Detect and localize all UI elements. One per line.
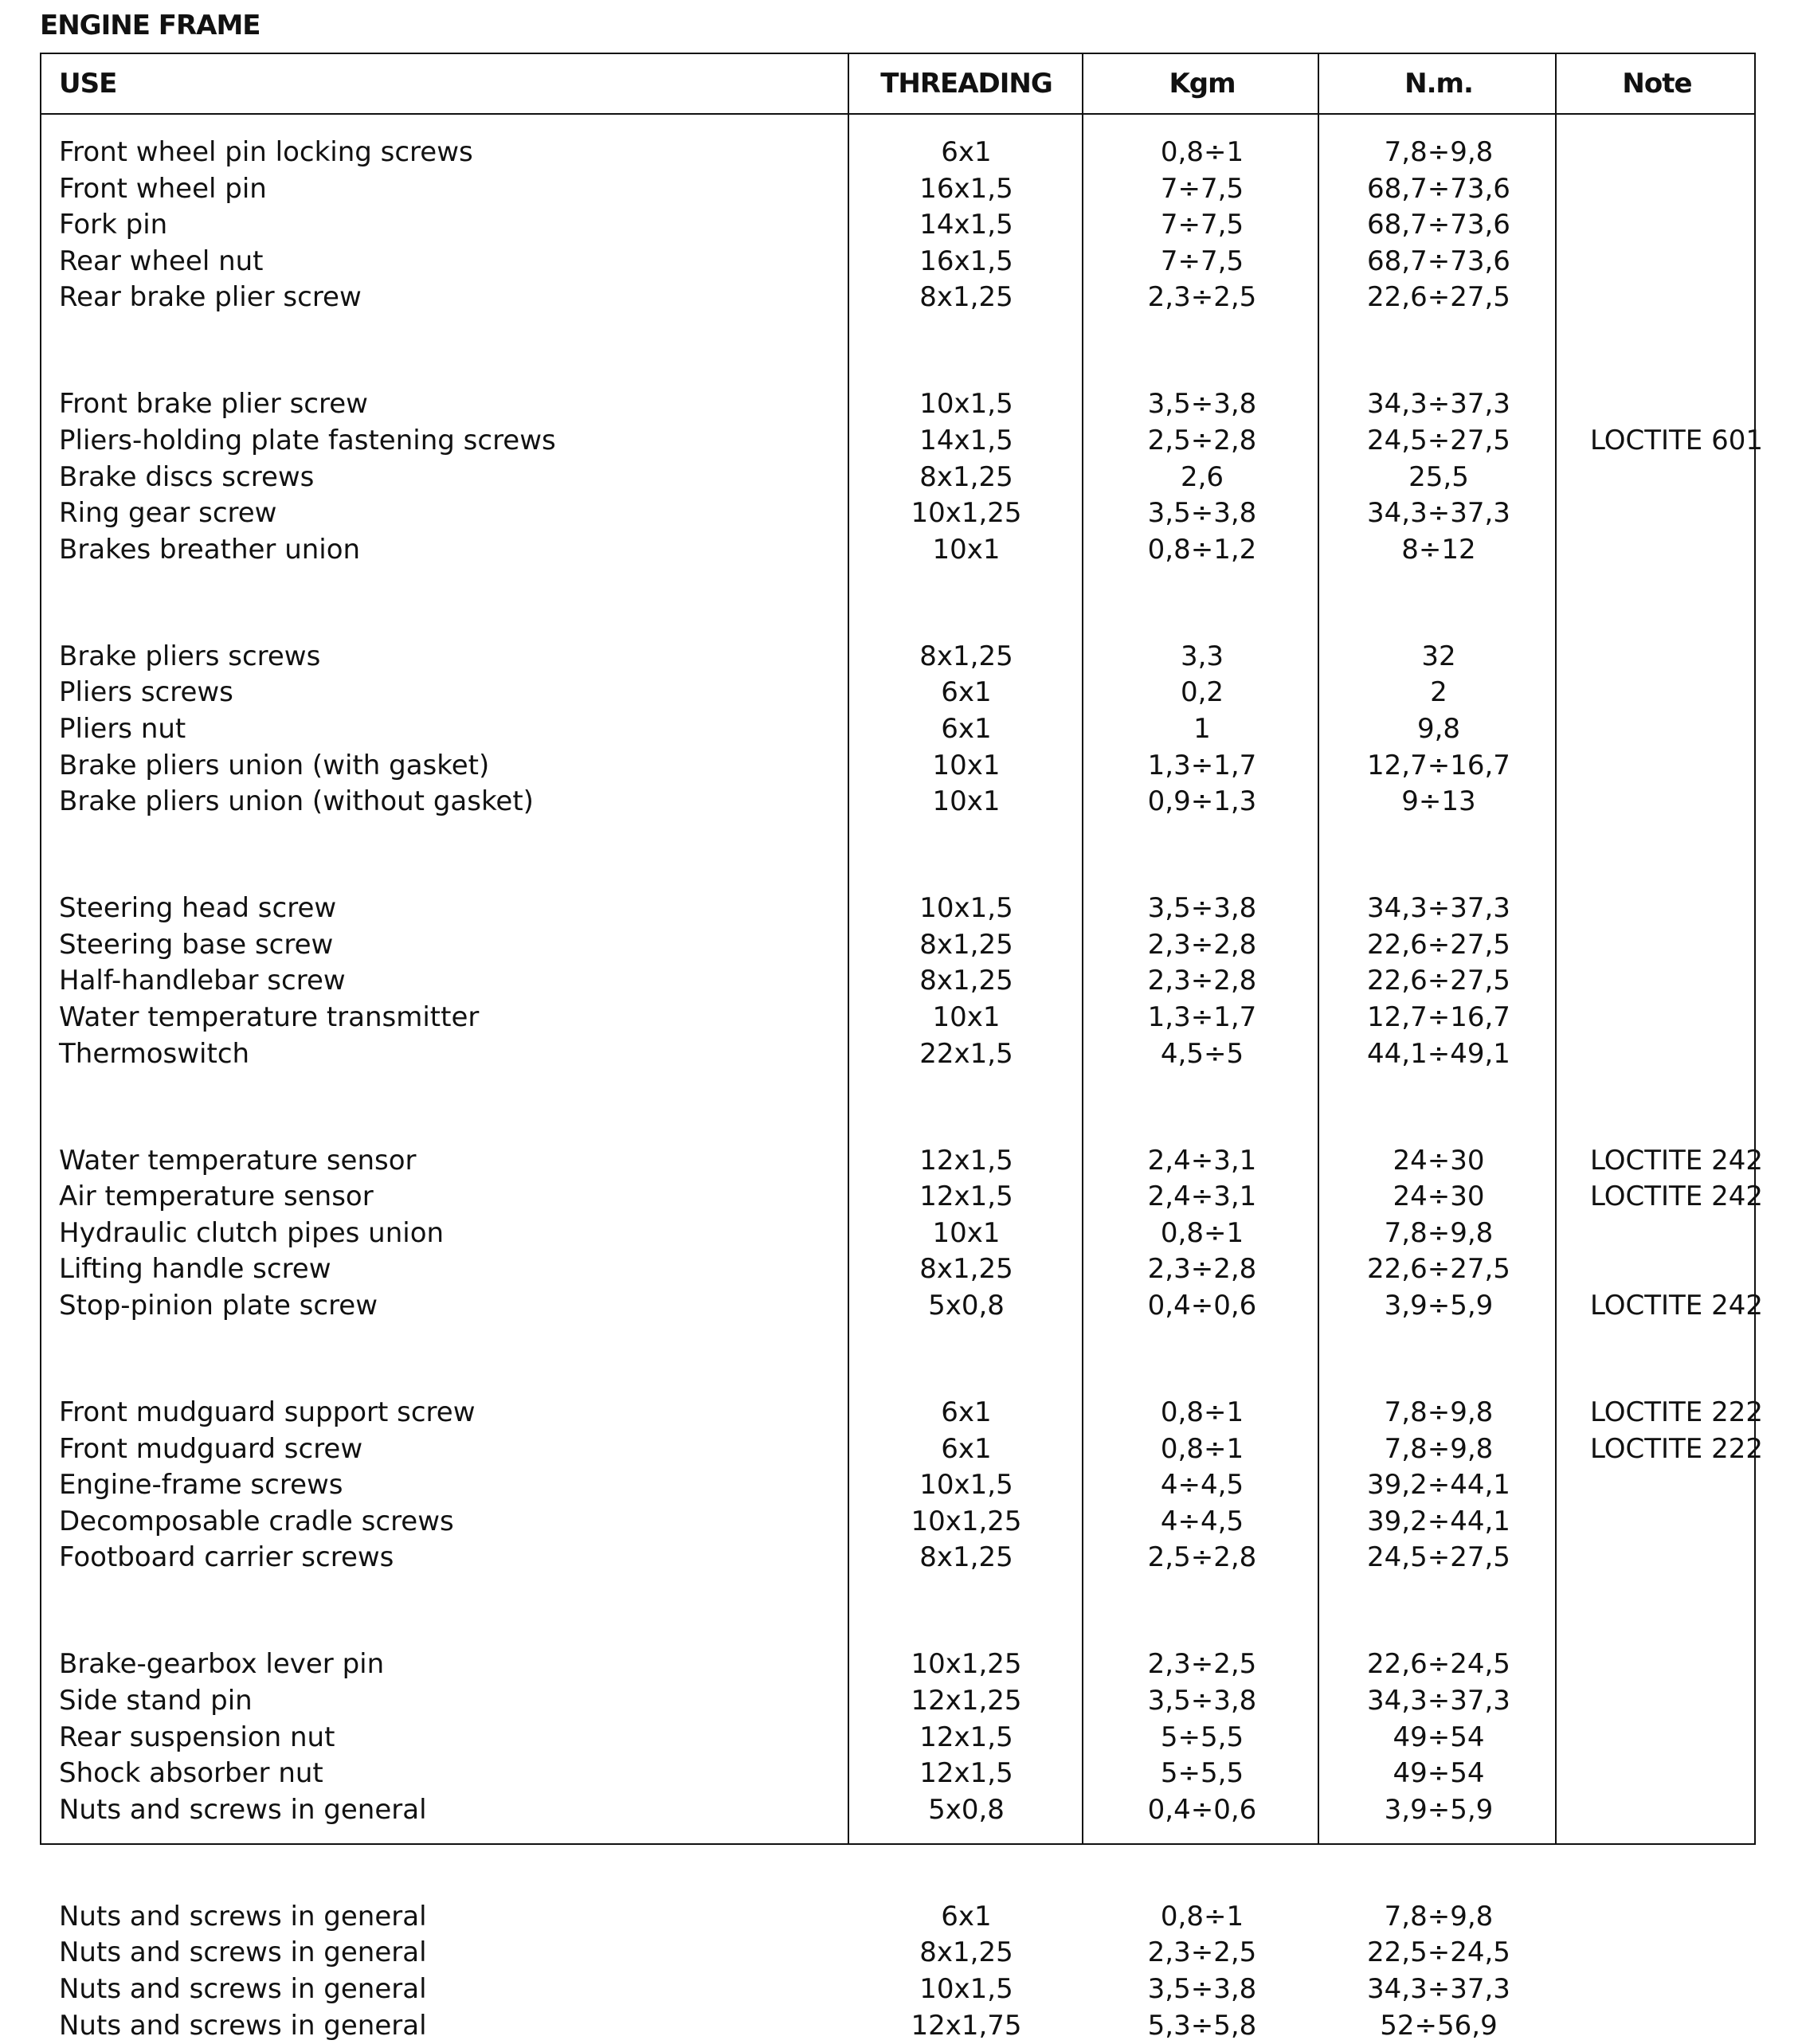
cell-nm: 22,6÷24,5 — [1367, 1648, 1510, 1680]
cell-use: Brakes breather union — [59, 534, 361, 566]
cell-nm: 22,5÷24,5 — [1367, 1936, 1510, 1968]
cell-threading: 12x1,5 — [919, 1757, 1013, 1789]
cell-kgm: 1,3÷1,7 — [1147, 750, 1257, 781]
cell-use: Steering base screw — [59, 929, 334, 961]
cell-kgm: 0,4÷0,6 — [1147, 1794, 1257, 1826]
cell-nm: 44,1÷49,1 — [1367, 1038, 1510, 1070]
table-header — [41, 54, 1754, 115]
table-body — [41, 115, 1763, 2042]
cell-threading: 10x1 — [932, 1001, 1001, 1033]
cell-kgm: 2,4÷3,1 — [1147, 1181, 1257, 1212]
cell-kgm: 0,8÷1 — [1160, 1433, 1244, 1465]
cell-nm: 49÷54 — [1393, 1757, 1485, 1789]
cell-nm: 39,2÷44,1 — [1367, 1506, 1510, 1537]
table-row — [41, 2007, 1754, 2044]
cell-use: Pliers nut — [59, 713, 186, 745]
cell-kgm: 4÷4,5 — [1160, 1506, 1244, 1537]
table-row — [41, 1539, 1754, 1576]
table-row — [41, 495, 1754, 531]
cell-nm: 68,7÷73,6 — [1367, 173, 1510, 205]
cell-kgm: 5÷5,5 — [1160, 1757, 1244, 1789]
cell-kgm: 7÷7,5 — [1160, 173, 1244, 205]
cell-threading: 5x0,8 — [928, 1290, 1005, 1322]
cell-use: Brake-gearbox lever pin — [59, 1648, 385, 1680]
cell-nm: 7,8÷9,8 — [1384, 136, 1494, 168]
table-row — [41, 1142, 1763, 1179]
cell-use: Half-handlebar screw — [59, 965, 346, 997]
cell-use: Rear brake plier screw — [59, 281, 362, 313]
cell-threading: 10x1 — [932, 785, 1001, 817]
cell-nm: 9,8 — [1416, 713, 1461, 745]
cell-threading: 12x1,5 — [919, 1181, 1013, 1212]
cell-kgm: 3,5÷3,8 — [1147, 1685, 1257, 1717]
section-title: ENGINE FRAME — [40, 10, 260, 41]
cell-nm: 52÷56,9 — [1380, 2010, 1498, 2042]
cell-use: Brake discs screws — [59, 461, 315, 493]
cell-kgm: 7÷7,5 — [1160, 209, 1244, 241]
cell-use: Front wheel pin — [59, 173, 267, 205]
cell-use: Thermoswitch — [59, 1038, 250, 1070]
cell-nm: 24÷30 — [1393, 1181, 1485, 1212]
table-row — [41, 243, 1754, 280]
cell-note: LOCTITE 601 — [1590, 425, 1763, 456]
table-row — [41, 1934, 1754, 1971]
cell-nm: 22,6÷27,5 — [1367, 1253, 1510, 1285]
column-header-threading: THREADING — [880, 68, 1052, 100]
cell-threading: 14x1,5 — [919, 425, 1013, 456]
cell-threading: 6x1 — [941, 676, 992, 708]
cell-kgm: 2,5÷2,8 — [1147, 425, 1257, 456]
table-row — [41, 206, 1754, 243]
table-row — [41, 711, 1754, 747]
cell-kgm: 7÷7,5 — [1160, 245, 1244, 277]
cell-threading: 16x1,5 — [919, 245, 1013, 277]
cell-nm: 12,7÷16,7 — [1367, 1001, 1510, 1033]
cell-kgm: 5÷5,5 — [1160, 1721, 1244, 1753]
cell-nm: 24,5÷27,5 — [1367, 425, 1510, 456]
cell-threading: 16x1,5 — [919, 173, 1013, 205]
cell-threading: 10x1 — [932, 534, 1001, 566]
cell-nm: 22,6÷27,5 — [1367, 965, 1510, 997]
table-row — [41, 1503, 1754, 1540]
cell-kgm: 2,3÷2,8 — [1147, 1253, 1257, 1285]
torque-table — [40, 53, 1763, 2042]
cell-use: Water temperature sensor — [59, 1145, 417, 1177]
cell-nm: 22,6÷27,5 — [1367, 929, 1510, 961]
cell-nm: 68,7÷73,6 — [1367, 245, 1510, 277]
cell-threading: 8x1,25 — [919, 1541, 1013, 1573]
cell-nm: 7,8÷9,8 — [1384, 1901, 1494, 1932]
cell-kgm: 3,5÷3,8 — [1147, 497, 1257, 529]
cell-threading: 8x1,25 — [919, 1253, 1013, 1285]
cell-kgm: 2,4÷3,1 — [1147, 1145, 1257, 1177]
table-row — [41, 1791, 1754, 1828]
cell-threading: 12x1,25 — [911, 1685, 1022, 1717]
cell-nm: 7,8÷9,8 — [1384, 1396, 1494, 1428]
cell-use: Air temperature sensor — [59, 1181, 374, 1212]
cell-threading: 6x1 — [941, 1901, 992, 1932]
cell-threading: 10x1,5 — [919, 388, 1013, 420]
cell-use: Pliers-holding plate fastening screws — [59, 425, 556, 456]
cell-nm: 24,5÷27,5 — [1367, 1541, 1510, 1573]
table-row — [41, 783, 1754, 820]
cell-threading: 10x1,25 — [911, 1648, 1022, 1680]
table-row — [41, 1971, 1754, 2007]
column-header-kgm: Kgm — [1169, 68, 1236, 100]
table-row — [41, 638, 1754, 675]
cell-use: Ring gear screw — [59, 497, 277, 529]
table-row — [41, 134, 1754, 170]
cell-kgm: 3,5÷3,8 — [1147, 1973, 1257, 2005]
cell-kgm: 0,8÷1 — [1160, 1901, 1244, 1932]
cell-nm: 8÷12 — [1401, 534, 1476, 566]
cell-use: Nuts and screws in general — [59, 1973, 427, 2005]
cell-kgm: 5,3÷5,8 — [1147, 2010, 1257, 2042]
cell-threading: 6x1 — [941, 1396, 992, 1428]
cell-threading: 10x1,5 — [919, 892, 1013, 924]
cell-nm: 2 — [1430, 676, 1447, 708]
cell-nm: 34,3÷37,3 — [1367, 892, 1510, 924]
cell-use: Shock absorber nut — [59, 1757, 323, 1789]
cell-note: LOCTITE 242 — [1590, 1181, 1763, 1212]
cell-nm: 24÷30 — [1393, 1145, 1485, 1177]
table-row — [41, 1431, 1763, 1467]
table-row — [41, 1755, 1754, 1791]
cell-threading: 8x1,25 — [919, 640, 1013, 672]
cell-use: Brake pliers union (with gasket) — [59, 750, 490, 781]
table-row — [41, 926, 1754, 963]
cell-note: LOCTITE 222 — [1590, 1396, 1763, 1428]
cell-nm: 7,8÷9,8 — [1384, 1217, 1494, 1249]
cell-note: LOCTITE 242 — [1590, 1145, 1763, 1177]
table-row — [41, 962, 1754, 999]
cell-threading: 10x1,25 — [911, 1506, 1022, 1537]
cell-threading: 10x1,25 — [911, 497, 1022, 529]
cell-kgm: 3,5÷3,8 — [1147, 892, 1257, 924]
cell-use: Footboard carrier screws — [59, 1541, 394, 1573]
cell-use: Front wheel pin locking screws — [59, 136, 473, 168]
cell-threading: 8x1,25 — [919, 965, 1013, 997]
cell-threading: 6x1 — [941, 1433, 992, 1465]
cell-kgm: 2,3÷2,5 — [1147, 281, 1257, 313]
table-row — [41, 1178, 1763, 1215]
cell-use: Brake pliers screws — [59, 640, 321, 672]
cell-kgm: 3,5÷3,8 — [1147, 388, 1257, 420]
cell-threading: 8x1,25 — [919, 929, 1013, 961]
cell-use: Engine-frame screws — [59, 1469, 343, 1501]
cell-nm: 7,8÷9,8 — [1384, 1433, 1494, 1465]
cell-use: Pliers screws — [59, 676, 233, 708]
table-row — [41, 1251, 1754, 1287]
cell-kgm: 4÷4,5 — [1160, 1469, 1244, 1501]
cell-kgm: 1 — [1193, 713, 1211, 745]
table-row — [41, 1287, 1763, 1324]
cell-kgm: 0,2 — [1180, 676, 1224, 708]
cell-use: Steering head screw — [59, 892, 337, 924]
cell-use: Rear wheel nut — [59, 245, 264, 277]
table-row — [41, 1215, 1754, 1251]
cell-threading: 8x1,25 — [919, 1936, 1013, 1968]
cell-nm: 22,6÷27,5 — [1367, 281, 1510, 313]
cell-threading: 10x1,5 — [919, 1469, 1013, 1501]
cell-use: Decomposable cradle screws — [59, 1506, 454, 1537]
cell-nm: 34,3÷37,3 — [1367, 1685, 1510, 1717]
cell-nm: 34,3÷37,3 — [1367, 497, 1510, 529]
cell-threading: 12x1,5 — [919, 1721, 1013, 1753]
cell-kgm: 0,9÷1,3 — [1147, 785, 1257, 817]
cell-use: Nuts and screws in general — [59, 1936, 427, 1968]
cell-note: LOCTITE 222 — [1590, 1433, 1763, 1465]
cell-use: Stop-pinion plate screw — [59, 1290, 378, 1322]
cell-note: LOCTITE 242 — [1590, 1290, 1763, 1322]
table-row — [41, 1394, 1763, 1431]
cell-kgm: 2,3÷2,5 — [1147, 1936, 1257, 1968]
table-row — [41, 1719, 1754, 1756]
column-header-note: Note — [1622, 68, 1692, 100]
cell-use: Rear suspension nut — [59, 1721, 335, 1753]
cell-use: Nuts and screws in general — [59, 1794, 427, 1826]
cell-use: Brake pliers union (without gasket) — [59, 785, 534, 817]
cell-nm: 34,3÷37,3 — [1367, 388, 1510, 420]
cell-threading: 5x0,8 — [928, 1794, 1005, 1826]
cell-use: Front mudguard screw — [59, 1433, 363, 1465]
cell-threading: 10x1,5 — [919, 1973, 1013, 2005]
cell-use: Front brake plier screw — [59, 388, 368, 420]
table-row — [41, 674, 1754, 711]
column-header-nm: N.m. — [1404, 68, 1473, 100]
table-row — [41, 1682, 1754, 1719]
cell-kgm: 2,3÷2,5 — [1147, 1648, 1257, 1680]
cell-nm: 12,7÷16,7 — [1367, 750, 1510, 781]
cell-threading: 8x1,25 — [919, 281, 1013, 313]
cell-threading: 10x1 — [932, 1217, 1001, 1249]
cell-kgm: 0,8÷1 — [1160, 1396, 1244, 1428]
cell-kgm: 2,3÷2,8 — [1147, 965, 1257, 997]
cell-use: Side stand pin — [59, 1685, 253, 1717]
cell-kgm: 2,6 — [1180, 461, 1224, 493]
cell-threading: 12x1,75 — [911, 2010, 1022, 2042]
table-row — [41, 1036, 1754, 1072]
cell-threading: 10x1 — [932, 750, 1001, 781]
cell-threading: 6x1 — [941, 136, 992, 168]
column-header-use: USE — [59, 68, 117, 100]
table-row — [41, 386, 1754, 422]
table-row — [41, 890, 1754, 926]
cell-kgm: 3,3 — [1180, 640, 1224, 672]
cell-nm: 32 — [1421, 640, 1456, 672]
table-row — [41, 279, 1754, 315]
cell-nm: 49÷54 — [1393, 1721, 1485, 1753]
cell-nm: 3,9÷5,9 — [1384, 1794, 1494, 1826]
cell-nm: 25,5 — [1408, 461, 1469, 493]
cell-kgm: 4,5÷5 — [1160, 1038, 1244, 1070]
cell-use: Water temperature transmitter — [59, 1001, 480, 1033]
table-row — [41, 531, 1754, 568]
cell-threading: 8x1,25 — [919, 461, 1013, 493]
cell-nm: 9÷13 — [1401, 785, 1476, 817]
cell-use: Nuts and screws in general — [59, 2010, 427, 2042]
cell-threading: 6x1 — [941, 713, 992, 745]
cell-threading: 12x1,5 — [919, 1145, 1013, 1177]
cell-threading: 22x1,5 — [919, 1038, 1013, 1070]
cell-kgm: 0,8÷1 — [1160, 136, 1244, 168]
cell-kgm: 0,8÷1 — [1160, 1217, 1244, 1249]
cell-use: Front mudguard support screw — [59, 1396, 476, 1428]
table-row — [41, 459, 1754, 495]
cell-nm: 39,2÷44,1 — [1367, 1469, 1510, 1501]
cell-use: Lifting handle screw — [59, 1253, 331, 1285]
cell-use: Hydraulic clutch pipes union — [59, 1217, 445, 1249]
table-row — [41, 170, 1754, 207]
table-row — [41, 1898, 1754, 1935]
cell-kgm: 1,3÷1,7 — [1147, 1001, 1257, 1033]
cell-use: Fork pin — [59, 209, 168, 241]
table-row — [41, 999, 1754, 1036]
table-row — [41, 1466, 1754, 1503]
cell-use: Nuts and screws in general — [59, 1901, 427, 1932]
cell-nm: 68,7÷73,6 — [1367, 209, 1510, 241]
cell-kgm: 0,4÷0,6 — [1147, 1290, 1257, 1322]
table-row — [41, 422, 1763, 459]
cell-nm: 3,9÷5,9 — [1384, 1290, 1494, 1322]
table-row — [41, 747, 1754, 784]
cell-kgm: 2,5÷2,8 — [1147, 1541, 1257, 1573]
cell-kgm: 2,3÷2,8 — [1147, 929, 1257, 961]
cell-kgm: 0,8÷1,2 — [1147, 534, 1257, 566]
cell-threading: 14x1,5 — [919, 209, 1013, 241]
table-row — [41, 1646, 1754, 1682]
cell-nm: 34,3÷37,3 — [1367, 1973, 1510, 2005]
